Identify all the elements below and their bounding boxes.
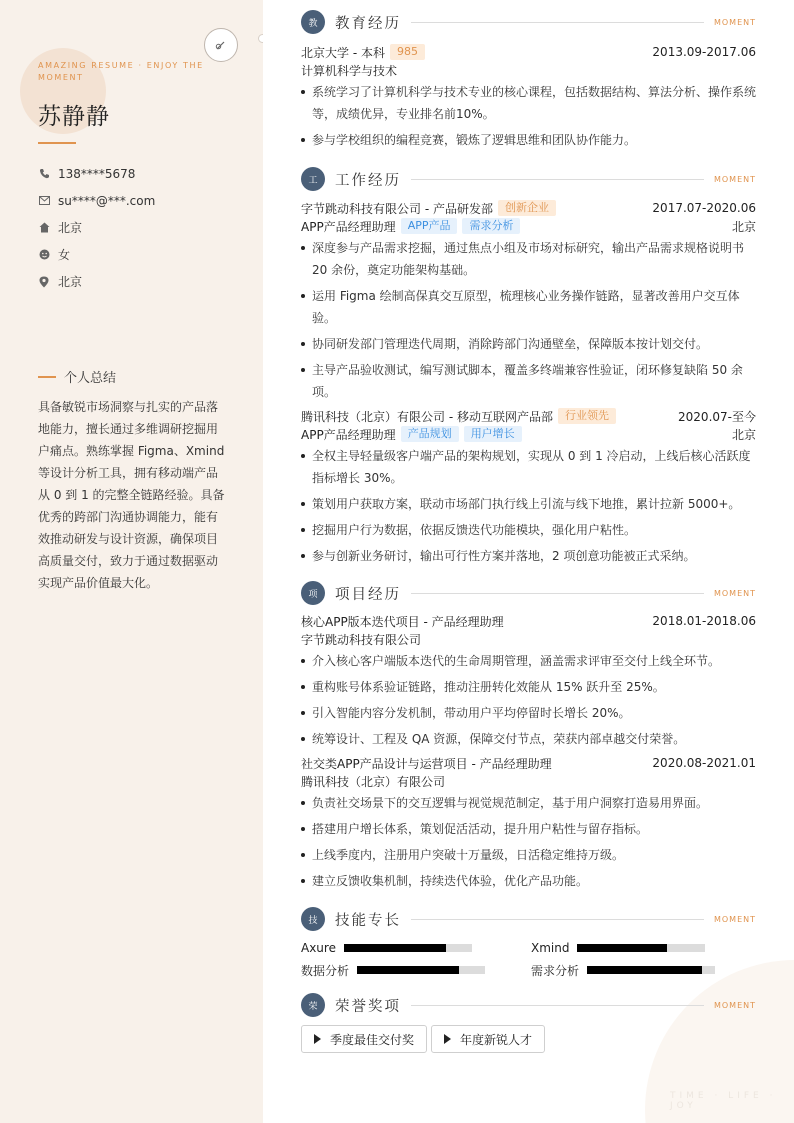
play-triangle-icon (444, 1034, 451, 1044)
skill-bar-fill (577, 944, 667, 952)
section-header (301, 907, 756, 931)
honor-label: 年度新锐人才 (460, 1032, 533, 1047)
job-city: 北京 (731, 219, 756, 234)
job-header (301, 199, 756, 217)
project-header (301, 612, 756, 630)
email-icon (38, 195, 50, 207)
list-item: 协同研发部门管理迭代周期，消除跨部门沟通壁垒，保障版本按计划交付。 (301, 333, 756, 355)
job-entry (301, 407, 756, 567)
list-item: 负责社交场景下的交互逻辑与视觉规范制定，基于用户洞察打造易用界面。 (301, 792, 756, 814)
list-item: 运用 Figma 绘制高保真交互原型，梳理核心业务操作链路，显著改善用户交互体验。 (301, 285, 756, 329)
list-item: 上线季度内，注册用户突破十万量级，日活稳定维持万级。 (301, 844, 756, 866)
skill-item (531, 961, 756, 979)
skill-bar-fill (587, 966, 702, 974)
job-date: 2017.07-2020.06 (652, 201, 756, 215)
section-header (301, 993, 756, 1017)
section-title: 教育经历 (335, 15, 401, 32)
decorative-dot (258, 34, 263, 43)
section-divider (411, 179, 704, 180)
job-role: APP产品经理助理 (301, 219, 396, 234)
section-badge: 荣 (301, 993, 325, 1017)
contact-text: 女 (58, 248, 71, 262)
company-name: 字节跳动科技有限公司 - 产品研发部 (301, 201, 493, 216)
project-company: 腾讯科技（北京）有限公司 (301, 774, 446, 789)
project-date: 2020.08-2021.01 (652, 756, 756, 770)
skill-bar-fill (357, 966, 459, 974)
list-item: 深度参与产品需求挖掘，通过焦点小组及市场对标研究，输出产品需求规格说明书 20 余份，奠定功能架构基础。 (301, 237, 756, 281)
gender-icon (38, 249, 50, 261)
job-bullets (301, 237, 756, 403)
project-entry (301, 754, 756, 892)
contact-email (38, 187, 155, 214)
heading-dash (38, 376, 56, 378)
school-name: 北京大学 - 本科 (301, 45, 385, 60)
section-header (301, 581, 756, 605)
section-badge: 技 (301, 907, 325, 931)
play-triangle-icon (314, 1034, 321, 1044)
contact-location (38, 268, 155, 295)
skill-tag: 产品规划 (401, 426, 459, 442)
company-tag: 创新企业 (498, 200, 556, 216)
job-city: 北京 (731, 427, 756, 442)
project-date: 2018.01-2018.06 (652, 614, 756, 628)
skill-bar-track (357, 966, 485, 974)
major: 计算机科学与技术 (301, 63, 398, 78)
honor-badge (301, 1025, 427, 1053)
job-header (301, 407, 756, 425)
candidate-name: 苏静静 (38, 104, 110, 130)
skill-bar-track (587, 966, 715, 974)
project-company-row (301, 630, 756, 648)
projects-section (301, 581, 756, 896)
company-tag: 行业领先 (558, 408, 616, 424)
skill-tag: 需求分析 (462, 218, 520, 234)
job-role-row (301, 425, 756, 443)
summary-text: 具备敏锐市场洞察与扎实的产品落地能力，擅长通过多维调研挖掘用户痛点。熟练掌握 Figma、Xmind 等设计分析工具，拥有移动端产品从 0 到 1 的完整全链路经验。具备优秀的跨部门沟通协调能力，能有效推动研发与设计资源，确保项目高质量交付，致力于通过数据驱动实现产品价值最大化。 (38, 400, 225, 590)
section-title: 技能专长 (335, 912, 401, 929)
list-item: 建立反馈收集机制，持续迭代体验，优化产品功能。 (301, 870, 756, 892)
section-badge: 工 (301, 167, 325, 191)
list-item: 全权主导轻量级客户端产品的架构规划，实现从 0 到 1 冷启动，上线后核心活跃度指标增长 30%。 (301, 445, 756, 489)
phone-icon (38, 168, 50, 180)
education-bullets (301, 81, 756, 151)
skills-grid (301, 939, 756, 979)
list-item: 搭建用户增长体系，策划促活活动，提升用户粘性与留存指标。 (301, 818, 756, 840)
tagline: AMAZING RESUME · ENJOY THE MOMENT (38, 61, 204, 82)
list-item: 挖掘用户行为数据，依据反馈迭代功能模块，强化用户粘性。 (301, 519, 756, 541)
honor-badge (431, 1025, 545, 1053)
list-item: 系统学习了计算机科学与技术专业的核心课程，包括数据结构、算法分析、操作系统等，成绩优异，专业排名前10%。 (301, 81, 756, 125)
pen-icon (214, 38, 228, 52)
project-bullets (301, 792, 756, 892)
section-moment-label: MOMENT (713, 17, 756, 27)
contact-gender (38, 241, 155, 268)
skill-item (531, 939, 756, 957)
skill-name: 数据分析 (301, 963, 350, 978)
skill-bar-fill (344, 944, 446, 952)
job-role: APP产品经理助理 (301, 427, 396, 442)
section-header (301, 167, 756, 191)
skill-bar-track (577, 944, 705, 952)
contact-text: 北京 (58, 275, 83, 289)
list-item: 引入智能内容分发机制，带动用户平均停留时长增长 20%。 (301, 702, 756, 724)
section-moment-label: MOMENT (713, 174, 756, 184)
skill-item (301, 961, 531, 979)
project-entry (301, 612, 756, 750)
list-item: 参与学校组织的编程竞赛，锻炼了逻辑思维和团队协作能力。 (301, 129, 756, 151)
company-name: 腾讯科技（北京）有限公司 - 移动互联网产品部 (301, 409, 553, 424)
section-divider (411, 1005, 704, 1006)
list-item: 参与创新业务研讨，输出可行性方案并落地，2 项创意功能被正式采纳。 (301, 545, 756, 567)
project-name: 核心APP版本迭代项目 - 产品经理助理 (301, 614, 504, 629)
list-item: 主导产品验收测试，编写测试脚本，覆盖多终端兼容性验证，闭环修复缺陷 50 余项。 (301, 359, 756, 403)
project-company-row (301, 772, 756, 790)
project-company: 字节跳动科技有限公司 (301, 632, 422, 647)
home-icon (38, 222, 50, 234)
decorative-ring (204, 28, 238, 62)
section-title: 荣誉奖项 (335, 998, 401, 1015)
project-header (301, 754, 756, 772)
skill-name: 需求分析 (531, 963, 580, 978)
list-item: 统筹设计、工程及 QA 资源，保障交付节点，荣获内部卓越交付荣誉。 (301, 728, 756, 750)
summary-heading (38, 367, 116, 386)
skill-tag: APP产品 (401, 218, 458, 234)
job-role-row (301, 217, 756, 235)
section-divider (411, 22, 704, 23)
contact-text: su****@***.com (58, 193, 156, 208)
section-badge: 项 (301, 581, 325, 605)
contact-text: 北京 (58, 221, 83, 235)
section-title: 项目经历 (335, 586, 401, 603)
job-date: 2020.07-至今 (678, 409, 756, 424)
job-entry (301, 199, 756, 403)
section-badge: 教 (301, 10, 325, 34)
school-tag: 985 (390, 44, 425, 60)
skill-item (301, 939, 531, 957)
project-name: 社交类APP产品设计与运营项目 - 产品经理助理 (301, 756, 552, 771)
skills-section (301, 907, 756, 979)
name-underline (38, 142, 76, 144)
section-moment-label: MOMENT (713, 588, 756, 598)
education-row (301, 43, 756, 61)
contact-text: 138****5678 (58, 166, 136, 181)
skill-name: Axure (301, 941, 336, 955)
section-moment-label: MOMENT (713, 1000, 756, 1010)
summary-title: 个人总结 (64, 371, 117, 386)
contact-home (38, 214, 155, 241)
skill-bar-track (344, 944, 472, 952)
contact-list (38, 160, 155, 295)
project-bullets (301, 650, 756, 750)
section-divider (411, 919, 704, 920)
sidebar (0, 0, 263, 1123)
list-item: 介入核心客户端版本迭代的生命周期管理，涵盖需求评审至交付上线全环节。 (301, 650, 756, 672)
honors-section (301, 993, 756, 1053)
skill-name: Xmind (531, 941, 570, 955)
list-item: 策划用户获取方案，联动市场部门执行线上引流与线下地推，累计拉新 5000+。 (301, 493, 756, 515)
section-header (301, 10, 756, 34)
education-date: 2013.09-2017.06 (652, 45, 756, 59)
honors-list (301, 1025, 756, 1053)
skill-tag: 用户增长 (464, 426, 522, 442)
section-title: 工作经历 (335, 172, 401, 189)
section-divider (411, 593, 704, 594)
major-row (301, 61, 756, 79)
section-moment-label: MOMENT (713, 914, 756, 924)
contact-phone (38, 160, 155, 187)
honor-label: 季度最佳交付奖 (330, 1032, 415, 1047)
location-icon (38, 276, 50, 288)
job-bullets (301, 445, 756, 567)
work-section (301, 167, 756, 571)
footer-watermark: TIME · LIFE · JOY (670, 1091, 777, 1111)
list-item: 重构账号体系验证链路，推动注册转化效能从 15% 跃升至 25%。 (301, 676, 756, 698)
education-section (301, 10, 756, 155)
